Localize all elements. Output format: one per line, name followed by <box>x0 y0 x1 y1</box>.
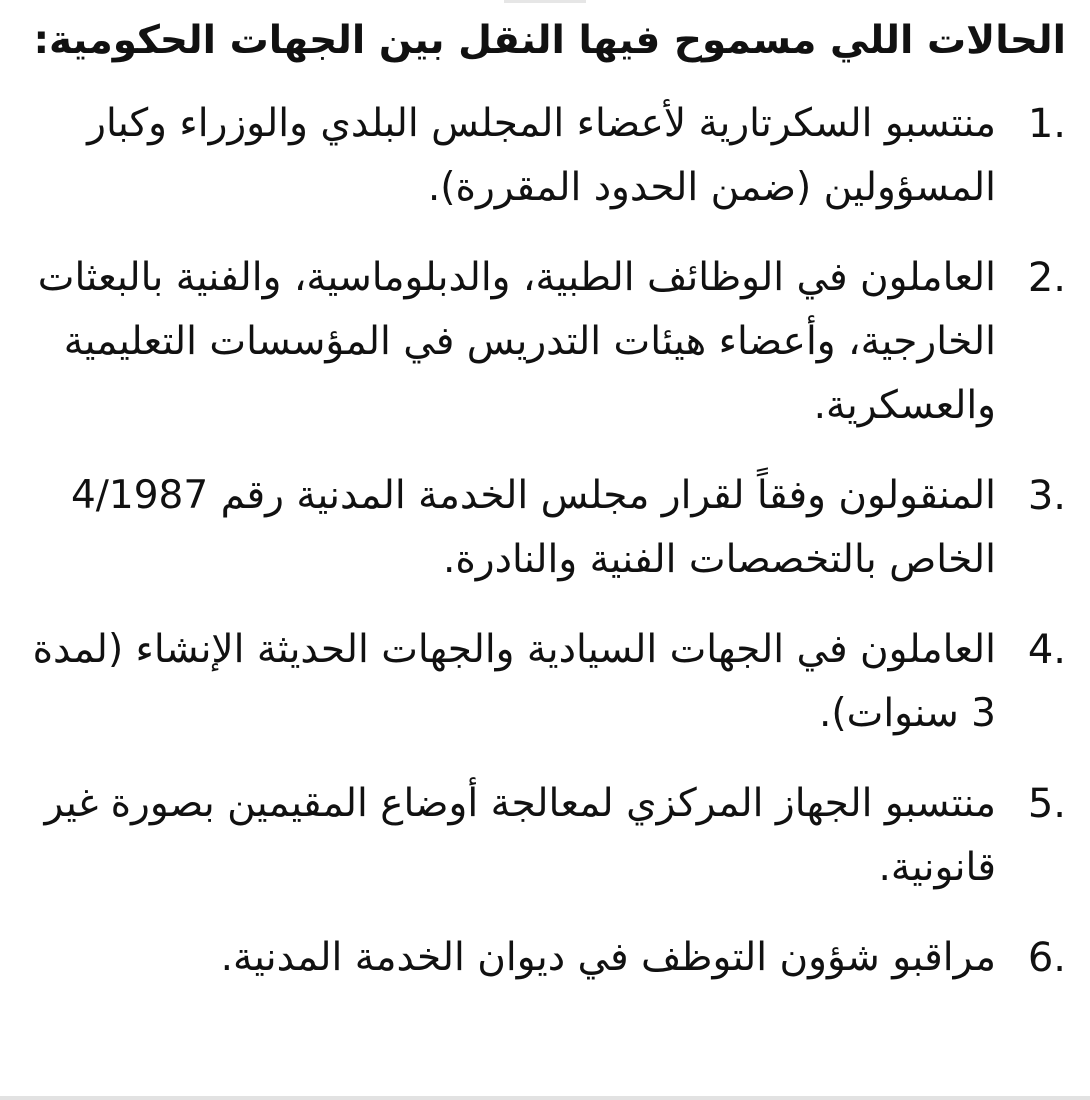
list-item-6 <box>10 926 1066 990</box>
top-divider <box>504 0 586 3</box>
item-number: 4. <box>1027 627 1066 673</box>
list-item-4 <box>10 618 1066 746</box>
list-item-2 <box>10 246 1066 438</box>
item-number: 6. <box>1027 935 1066 981</box>
item-number: 5. <box>1027 781 1066 827</box>
item-text: منتسبو الجهاز المركزي لمعالجة أوضاع المقيمين بصورة غير قانونية. <box>44 781 996 890</box>
item-number: 3. <box>1027 473 1066 519</box>
item-text: مراقبو شؤون التوظف في ديوان الخدمة المدنية. <box>220 935 996 980</box>
list-item-3 <box>10 464 1066 592</box>
list-item-5 <box>10 772 1066 900</box>
item-number: 2. <box>1027 255 1066 301</box>
item-number: 1. <box>1027 101 1066 147</box>
cases-list <box>10 92 1066 990</box>
item-text: العاملون في الوظائف الطبية، والدبلوماسية، والفنية بالبعثات الخارجية، وأعضاء هيئات التدريس في المؤسسات التعليمية والعسكرية. <box>37 255 996 428</box>
list-item-1 <box>10 92 1066 220</box>
item-text: المنقولون وفقاً لقرار مجلس الخدمة المدنية رقم 4/1987 الخاص بالتخصصات الفنية والنادرة. <box>70 473 996 582</box>
item-text: العاملون في الجهات السيادية والجهات الحديثة الإنشاء (لمدة 3 سنوات). <box>32 627 996 736</box>
page-heading: الحالات اللي مسموح فيها النقل بين الجهات الحكومية: <box>33 18 1066 63</box>
item-text: منتسبو السكرتارية لأعضاء المجلس البلدي والوزراء وكبار المسؤولين (ضمن الحدود المقررة). <box>87 101 996 210</box>
bottom-divider <box>0 1096 1090 1100</box>
